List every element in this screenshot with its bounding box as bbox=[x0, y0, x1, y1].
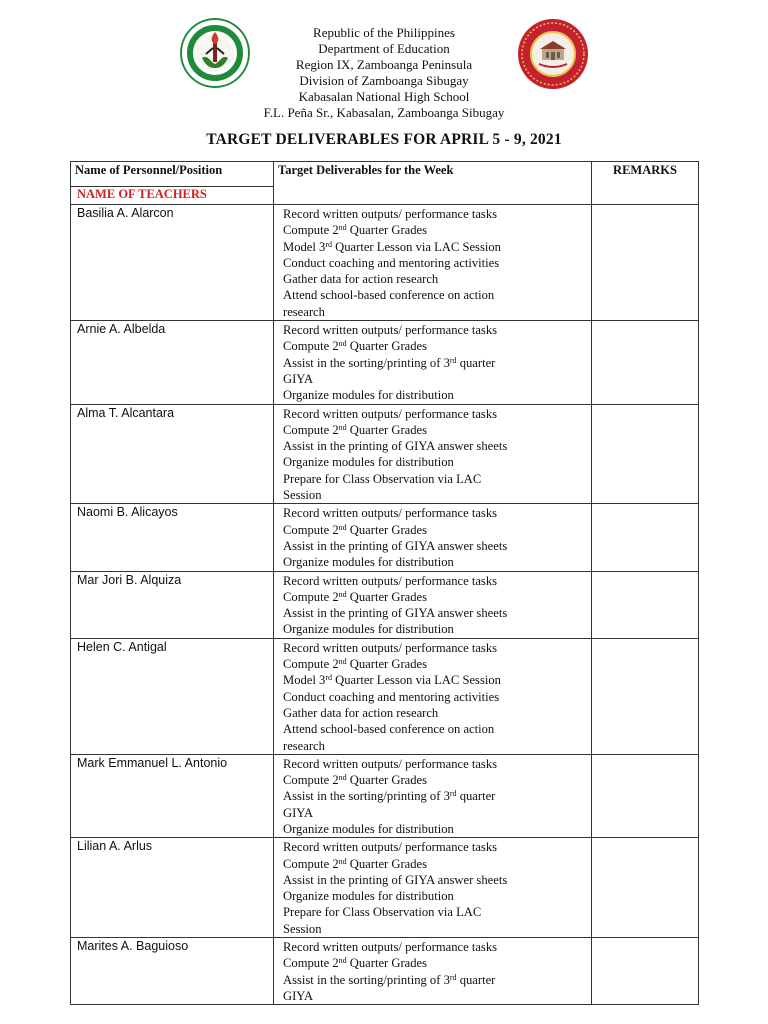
deliverable-line: Organize modules for distribution bbox=[283, 821, 454, 836]
column-header-personnel-label: Name of Personnel/Position bbox=[75, 163, 223, 177]
deliverable-line: research bbox=[283, 738, 325, 753]
deliverable-line: Compute 2nd Quarter Grades bbox=[283, 339, 428, 354]
deliverable-line: Organize modules for distribution bbox=[283, 555, 454, 570]
remarks-cell bbox=[592, 754, 699, 837]
deliverables-cell bbox=[274, 205, 592, 321]
deliverables-cell bbox=[274, 321, 592, 404]
deliverables-cell bbox=[274, 838, 592, 938]
letterhead-line-republic: Republic of the Philippines bbox=[313, 25, 455, 40]
deliverable-line: Record written outputs/ performance tasks bbox=[283, 756, 498, 771]
deliverables-table bbox=[70, 161, 699, 1005]
letterhead-line-department: Department of Education bbox=[318, 41, 450, 56]
deliverable-line: Record written outputs/ performance tasks bbox=[283, 207, 498, 221]
school-seal-icon bbox=[517, 18, 589, 90]
letterhead-line-division: Division of Zamboanga Sibugay bbox=[299, 73, 469, 88]
table-row bbox=[71, 638, 699, 754]
deliverable-line: Conduct coaching and mentoring activities bbox=[283, 255, 500, 270]
deliverable-line: Record written outputs/ performance tasks bbox=[283, 940, 498, 955]
deliverable-line: Record written outputs/ performance tasks bbox=[283, 573, 498, 588]
letterhead-line-address: F.L. Peña Sr., Kabasalan, Zamboanga Sibugay bbox=[263, 105, 505, 120]
personnel-name: Helen C. Antigal bbox=[71, 638, 274, 754]
table-row bbox=[71, 504, 699, 571]
deliverables-cell bbox=[274, 571, 592, 638]
table-header-row bbox=[71, 162, 699, 187]
remarks-cell bbox=[592, 838, 699, 938]
table-row bbox=[71, 404, 699, 504]
document-title: TARGET DELIVERABLES FOR APRIL 5 - 9, 2021 bbox=[206, 131, 562, 148]
deliverables-cell bbox=[274, 754, 592, 837]
deliverable-line: Gather data for action research bbox=[283, 705, 439, 720]
deliverable-line: Organize modules for distribution bbox=[283, 388, 454, 403]
deliverable-line: GIYA bbox=[283, 805, 314, 820]
deliverable-line: Compute 2nd Quarter Grades bbox=[283, 657, 428, 672]
personnel-name: Arnie A. Albelda bbox=[71, 321, 274, 404]
table-row bbox=[71, 205, 699, 321]
personnel-name: Mar Jori B. Alquiza bbox=[71, 571, 274, 638]
deliverable-line: Compute 2nd Quarter Grades bbox=[283, 856, 428, 871]
deliverable-line: Compute 2nd Quarter Grades bbox=[283, 956, 428, 971]
deliverables-cell bbox=[274, 638, 592, 754]
table-row bbox=[71, 938, 699, 1005]
remarks-cell bbox=[592, 504, 699, 571]
table-row bbox=[71, 754, 699, 837]
remarks-cell bbox=[592, 571, 699, 638]
personnel-name: Alma T. Alcantara bbox=[71, 404, 274, 504]
remarks-cell bbox=[592, 321, 699, 404]
deliverable-line: Compute 2nd Quarter Grades bbox=[283, 522, 428, 537]
deliverable-line: Compute 2nd Quarter Grades bbox=[283, 589, 428, 604]
deliverable-line: GIYA bbox=[283, 988, 314, 1003]
deliverable-line: Attend school-based conference on action bbox=[283, 288, 495, 303]
personnel-name: Mark Emmanuel L. Antonio bbox=[71, 754, 274, 837]
column-header-personnel bbox=[71, 162, 274, 187]
personnel-name: Marites A. Baguioso bbox=[71, 938, 274, 1005]
deliverable-line: Gather data for action research bbox=[283, 272, 439, 287]
deliverable-line: Prepare for Class Observation via LAC bbox=[283, 905, 482, 920]
remarks-cell bbox=[592, 205, 699, 321]
deliverable-line: Record written outputs/ performance tasks bbox=[283, 640, 498, 655]
deliverable-line: Assist in the sorting/printing of 3rd quarter bbox=[283, 355, 496, 370]
deliverable-line: Record written outputs/ performance tasks bbox=[283, 506, 498, 521]
column-header-deliverables-label: Target Deliverables for the Week bbox=[278, 163, 454, 177]
deliverables-cell bbox=[274, 504, 592, 571]
deliverable-line: Organize modules for distribution bbox=[283, 622, 454, 637]
deliverable-line: Record written outputs/ performance tasks bbox=[283, 840, 498, 855]
letterhead-line-region: Region IX, Zamboanga Peninsula bbox=[295, 57, 473, 72]
deliverable-line: Compute 2nd Quarter Grades bbox=[283, 773, 428, 788]
deliverable-line: Session bbox=[283, 488, 322, 503]
deliverable-line: Session bbox=[283, 921, 322, 936]
deliverable-line: Assist in the printing of GIYA answer sheets bbox=[283, 872, 508, 887]
deliverable-line: research bbox=[283, 304, 325, 319]
table-row bbox=[71, 571, 699, 638]
deliverable-line: Record written outputs/ performance tasks bbox=[283, 406, 498, 421]
deliverable-line: GIYA bbox=[283, 371, 314, 386]
deliverables-cell bbox=[274, 404, 592, 504]
deliverable-line: Compute 2nd Quarter Grades bbox=[283, 422, 428, 437]
deliverable-line: Model 3rd Quarter Lesson via LAC Session bbox=[283, 673, 501, 688]
remarks-cell bbox=[592, 404, 699, 504]
column-header-deliverables bbox=[274, 162, 592, 205]
deliverable-line: Model 3rd Quarter Lesson via LAC Session bbox=[283, 239, 501, 254]
deliverable-line: Assist in the sorting/printing of 3rd quarter bbox=[283, 972, 496, 987]
deliverable-line: Prepare for Class Observation via LAC bbox=[283, 471, 482, 486]
table-row bbox=[71, 321, 699, 404]
personnel-name: Naomi B. Alicayos bbox=[71, 504, 274, 571]
deliverable-line: Attend school-based conference on action bbox=[283, 722, 495, 737]
personnel-name: Lilian A. Arlus bbox=[71, 838, 274, 938]
table-row bbox=[71, 838, 699, 938]
column-header-remarks-label: REMARKS bbox=[613, 163, 677, 177]
remarks-cell bbox=[592, 638, 699, 754]
table-body bbox=[71, 205, 699, 1005]
deliverable-line: Compute 2nd Quarter Grades bbox=[283, 223, 428, 238]
letterhead-line-school: Kabasalan National High School bbox=[298, 89, 470, 104]
personnel-name: Basilia A. Alarcon bbox=[71, 205, 274, 321]
deliverable-line: Record written outputs/ performance tasks bbox=[283, 323, 498, 338]
letterhead-lines bbox=[0, 25, 768, 121]
deliverables-cell bbox=[274, 938, 592, 1005]
remarks-cell bbox=[592, 938, 699, 1005]
deliverable-line: Assist in the printing of GIYA answer sheets bbox=[283, 606, 508, 621]
deliverable-line: Assist in the printing of GIYA answer sheets bbox=[283, 439, 508, 454]
deliverable-line: Conduct coaching and mentoring activities bbox=[283, 689, 500, 704]
deliverable-line: Organize modules for distribution bbox=[283, 455, 454, 470]
letterhead bbox=[0, 0, 768, 120]
deliverable-line: Organize modules for distribution bbox=[283, 889, 454, 904]
column-header-remarks bbox=[592, 162, 699, 205]
section-label-teachers: NAME OF TEACHERS bbox=[71, 187, 274, 205]
deliverable-line: Assist in the printing of GIYA answer sheets bbox=[283, 538, 508, 553]
deliverable-line: Assist in the sorting/printing of 3rd quarter bbox=[283, 789, 496, 804]
